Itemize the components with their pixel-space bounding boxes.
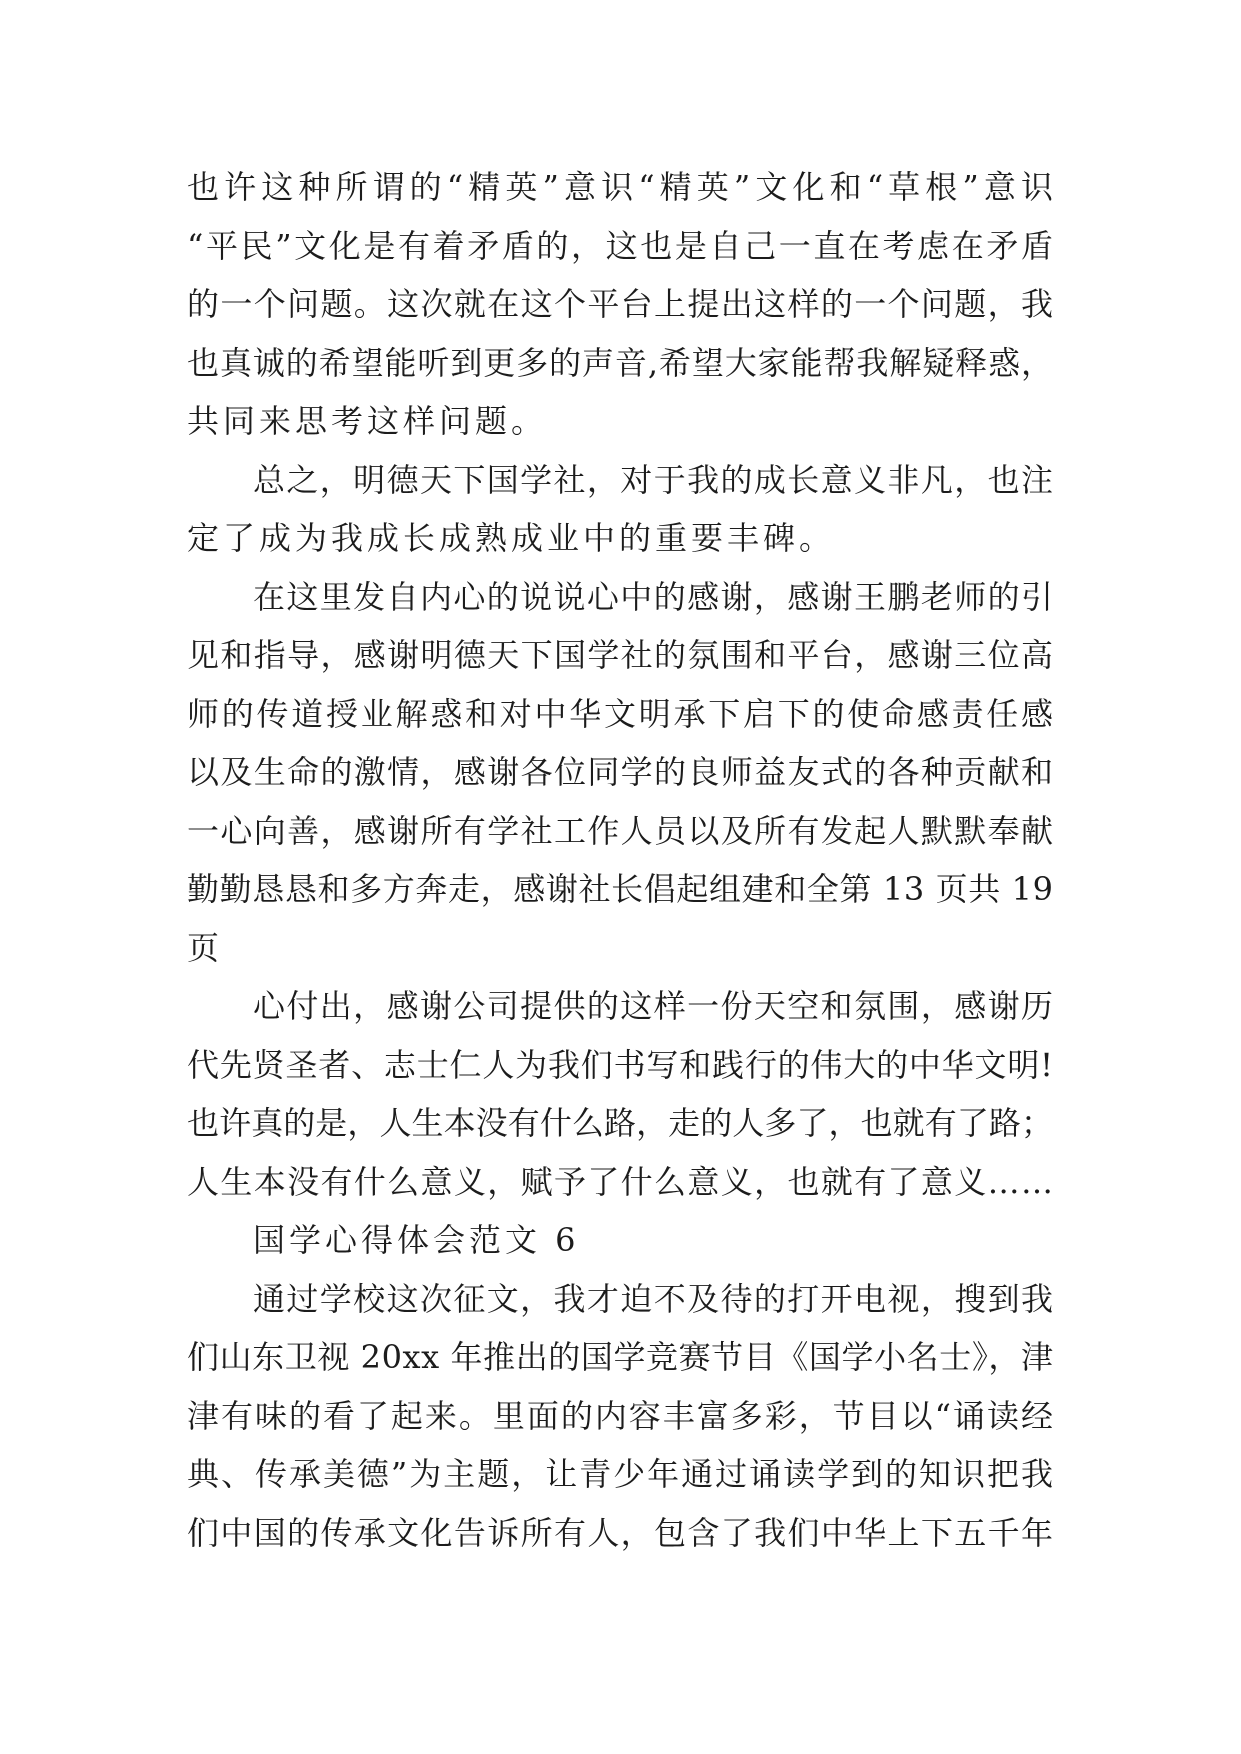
text-line: 也真诚的希望能听到更多的声音,希望大家能帮我解疑释惑， (187, 343, 1054, 382)
page-body (187, 158, 1059, 1562)
heading-text: 国学心得体会范文 6 (253, 1221, 580, 1259)
text-line: 们山东卫视 20xx 年推出的国学竞赛节目《国学小名士》，津 (187, 1338, 1054, 1376)
text-line: 心付出，感谢公司提供的这样一份天空和氛围，感谢历 (253, 987, 1055, 1025)
text-line: 见和指导，感谢明德天下国学社的氛围和平台，感谢三位高 (187, 636, 1055, 674)
text-line: 总之，明德天下国学社，对于我的成长意义非凡，也注 (253, 460, 1055, 499)
text-line: 页 (187, 928, 224, 967)
text-line: 典、传承美德”为主题，让青少年通过诵读学到的知识把我 (187, 1455, 1055, 1493)
text-line: 津有味的看了起来。里面的内容丰富多彩，节目以“诵读经 (187, 1396, 1055, 1435)
text-line: “平民”文化是有着矛盾的，这也是自己一直在考虑在矛盾 (187, 226, 1056, 265)
text-line: 共同来思考这样问题。 (187, 402, 548, 440)
text-line: 的一个问题。这次就在这个平台上提出这样的一个问题，我 (187, 285, 1055, 323)
text-line: 定了成为我成长成熟成业中的重要丰碑。 (187, 519, 836, 557)
text-line: 人生本没有什么意义，赋予了什么意义，也就有了意义…… (187, 1162, 1055, 1201)
text-line: 通过学校这次征文，我才迫不及待的打开电视，搜到我 (253, 1279, 1055, 1318)
text-line: 勤勤恳恳和多方奔走，感谢社长倡起组建和全第 13 页共 19 (187, 870, 1054, 908)
paragraph (187, 451, 1053, 568)
text-line: 也许这种所谓的“精英”意识“精英”文化和“草根”意识 (187, 168, 1059, 206)
paragraph (187, 158, 1059, 451)
text-line: 在这里发自内心的说说心中的感谢，感谢王鹏老师的引 (253, 577, 1055, 616)
paragraph (187, 568, 1056, 978)
text-line: 也许真的是，人生本没有什么路，走的人多了，也就有了路； (187, 1104, 1054, 1142)
section-heading (187, 1211, 1053, 1270)
text-line: 代先贤圣者、志士仁人为我们书写和践行的伟大的中华文明! (187, 1045, 1054, 1084)
paragraph (187, 1270, 1053, 1563)
text-line: 一心向善，感谢所有学社工作人员以及所有发起人默默奉献 (187, 811, 1055, 850)
text-line: 师的传道授业解惑和对中华文明承下启下的使命感责任感 (187, 694, 1056, 733)
paragraph (187, 977, 1053, 1211)
text-line: 以及生命的激情，感谢各位同学的良师益友式的各种贡献和 (187, 753, 1055, 791)
text-line: 们中国的传承文化告诉所有人，包含了我们中华上下五千年 (187, 1513, 1055, 1552)
